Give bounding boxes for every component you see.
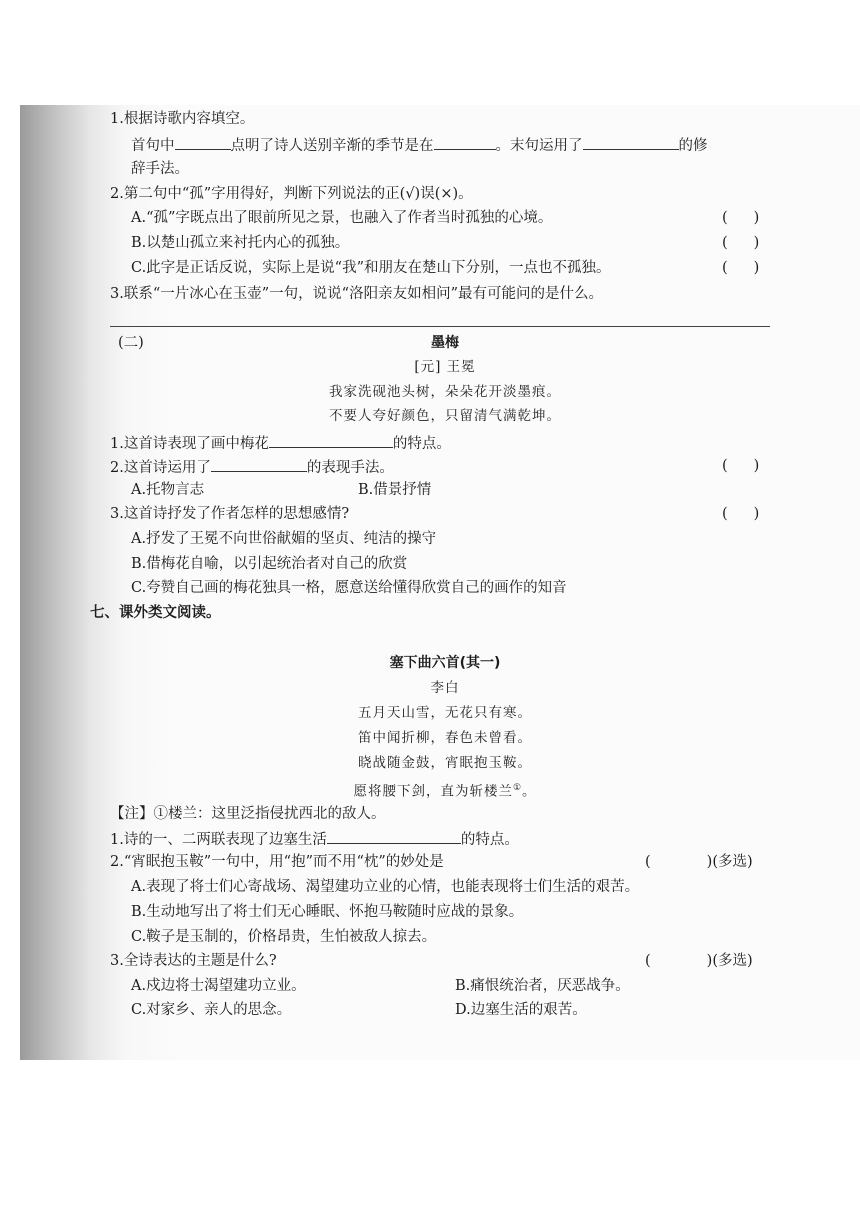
poem-author: [元] 王冕 [414,359,476,375]
paren-open: ( [722,260,728,276]
poem-line: 晓战随金鼓，宵眠抱玉鞍。 [358,755,532,771]
poem-line: 不要人夸好颜色，只留清气满乾坤。 [329,408,561,424]
answer-paren[interactable] [722,505,759,523]
paren-open: ( [722,506,728,522]
question-1 [110,829,519,849]
answer-blank[interactable] [583,135,679,150]
answer-line[interactable] [110,326,770,327]
paren-close: ) [753,458,760,474]
option-b: B.生动地写出了将士们无心睡眠、怀抱马鞍随时应战的景象。 [131,904,524,920]
question-1-title: 1.根据诗歌内容填空。 [110,111,255,127]
question-3-title: 3.这首诗抒发了作者怎样的思想感情? [110,506,350,522]
q1-text-b: 点明了诗人送别辛渐的季节是在 [230,138,434,154]
footnote-marker: ① [512,783,523,793]
multi-select-note: (多选) [712,854,753,870]
paren-close: ) [753,235,760,251]
question-1-line [131,135,708,155]
paren-open: ( [722,458,728,474]
q1-text-a: 首句中 [131,138,175,154]
answer-paren[interactable] [722,209,759,227]
question-2-title: 2.“宵眠抱玉鞍”一句中，用“抱”而不用“枕”的妙处是 [110,854,444,870]
option-b: B.借梅花自喻，以引起统治者对自己的欣赏 [131,556,408,572]
answer-blank[interactable] [327,829,461,844]
option-a: A.表现了将士们心寄战场、渴望建功立业的心情，也能表现将士们生活的艰苦。 [131,879,640,895]
question-2-title: 2.第二句中“孤”字用得好，判断下列说法的正(√)误(×)。 [110,186,473,202]
poem-line-text: 愿将腰下剑，直为斩楼兰 [353,783,513,800]
question-3-title: 3.联系“一片冰心在玉壶”一句，说说“洛阳亲友如相问”最有可能问的是什么。 [110,286,603,302]
option-c: C.夸赞自己画的梅花独具一格，愿意送给懂得欣赏自己的画作的知音 [131,580,567,596]
poem-line [0,779,860,801]
poem-line-end: 。 [522,783,537,800]
answer-paren[interactable] [645,952,753,970]
paren-close: ) [753,260,760,276]
paren-open: ( [722,235,728,251]
answer-paren[interactable] [722,457,759,475]
paren-close: ) [706,854,713,870]
option-b: B.借景抒情 [358,482,432,498]
q-text: 的特点。 [392,436,451,452]
footnote: 【注】①楼兰：这里泛指侵扰西北的敌人。 [110,806,386,822]
answer-blank[interactable] [269,433,393,448]
paren-open: ( [722,210,728,226]
q-text: 的表现手法。 [306,460,394,476]
q1-text-d: 的修 [678,138,708,154]
paren-close: ) [753,210,760,226]
q1-text-c: 。末句运用了 [495,138,583,154]
q-text: 2.这首诗运用了 [110,460,211,476]
poem-title: 墨梅 [431,335,459,351]
poem-line: 五月天山雪，无花只有寒。 [358,705,532,721]
paren-open: ( [645,854,651,870]
option-c: C.对家乡、亲人的思念。 [131,1002,292,1018]
option-a: A.戍边将士渴望建功立业。 [131,978,306,994]
option-c: C.鞍子是玉制的，价格昂贵，生怕被敌人掠去。 [131,929,437,945]
poem-line: 笛中闻折柳，春色未曾看。 [358,730,532,746]
option-b: B.痛恨统治者，厌恶战争。 [455,978,630,994]
answer-blank[interactable] [211,457,307,472]
paren-close: ) [706,953,713,969]
answer-blank[interactable] [434,135,496,150]
poem-line: 我家洗砚池头树，朵朵花开淡墨痕。 [329,384,561,400]
paren-close: ) [753,506,760,522]
poem-title: 塞下曲六首(其一) [389,655,501,671]
answer-paren[interactable] [722,234,759,252]
answer-blank[interactable] [175,135,231,150]
paren-open: ( [645,953,651,969]
question-2-option-a: A.“孤”字既点出了眼前所见之景，也融入了作者当时孤独的心境。 [131,210,553,226]
question-1-line-end: 辞手法。 [131,161,189,177]
answer-paren[interactable] [722,259,759,277]
question-2-option-b: B.以楚山孤立来衬托内心的孤独。 [131,235,350,251]
multi-select-note: (多选) [712,953,753,969]
option-a: A.托物言志 [131,482,205,498]
poem-author: 李白 [430,680,460,696]
question-2-option-c: C.此字是正话反说，实际上是说“我”和朋友在楚山下分别，一点也不孤独。 [131,260,611,276]
q-text: 1.诗的一、二两联表现了边塞生活 [110,832,327,848]
question-3-title: 3.全诗表达的主题是什么? [110,953,277,969]
section-label: (二) [118,335,144,351]
section-heading: 七、课外类文阅读。 [90,605,221,621]
option-a: A.抒发了王冕不向世俗献媚的坚贞、纯洁的操守 [131,531,437,547]
question-2 [110,457,394,477]
q-text: 的特点。 [460,832,519,848]
q-text: 1.这首诗表现了画中梅花 [110,436,269,452]
option-d: D.边塞生活的艰苦。 [455,1002,587,1018]
answer-paren[interactable] [645,853,753,871]
question-1 [110,433,451,453]
